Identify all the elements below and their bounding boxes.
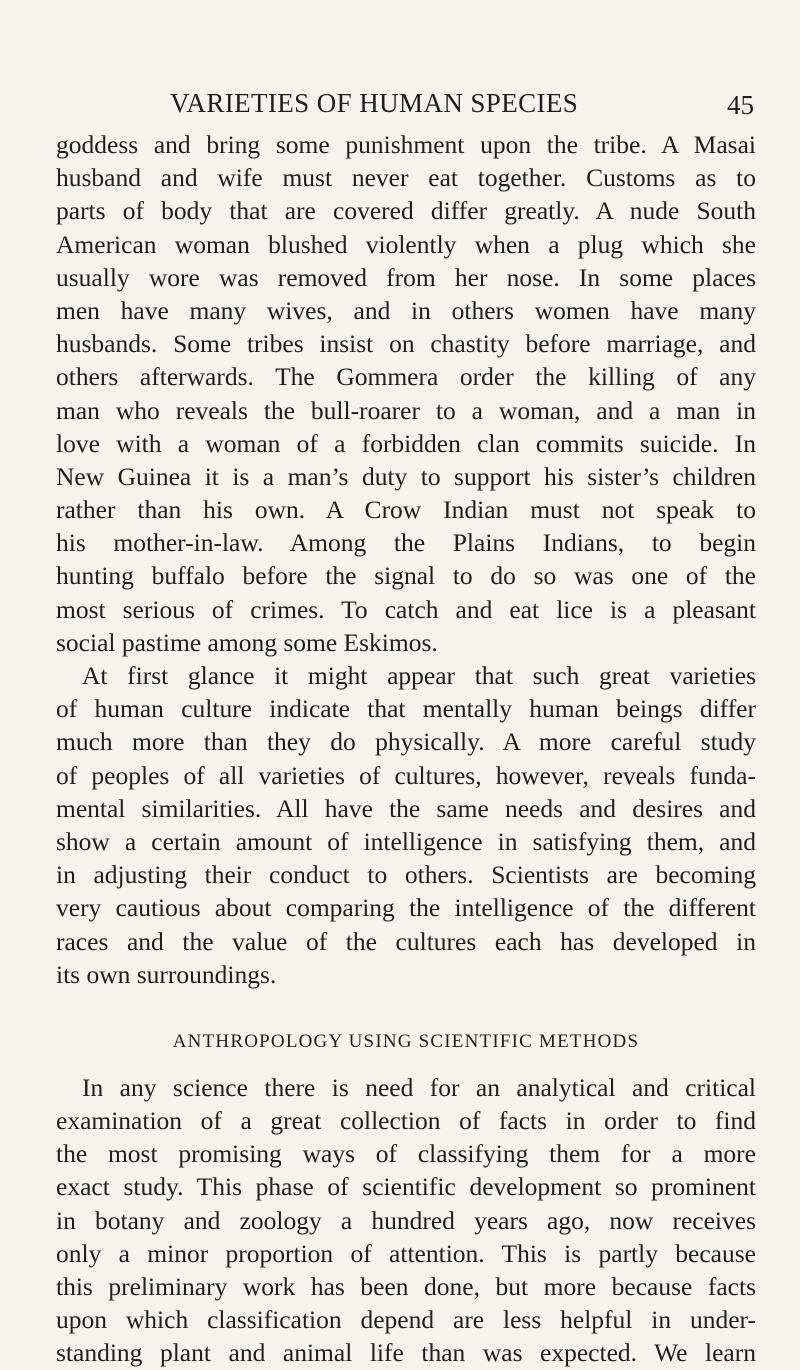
text-line: the most promising ways of classifying them for a more	[56, 1139, 756, 1169]
text-line: mental similarities. All have the same needs and desires and	[56, 793, 756, 823]
text-line: most serious of crimes. To catch and eat lice is a pleasant	[56, 594, 756, 624]
text-line: show a certain amount of intelligence in satisfying them, and	[56, 826, 756, 856]
text-line: his mother-in-law. Among the Plains Indians, to begin	[56, 528, 756, 558]
text-line: in adjusting their conduct to others. Scientists are becoming	[56, 860, 756, 890]
paragraph-2	[56, 659, 756, 991]
body-text	[56, 128, 756, 1370]
text-line: husbands. Some tribes insist on chastity before marriage, and	[56, 329, 756, 359]
text-line: very cautious about comparing the intelligence of the different	[56, 893, 756, 923]
text-line: man who reveals the bull-roarer to a woman, and a man in	[56, 395, 756, 425]
text-line: upon which classification depend are less helpful in under-	[56, 1305, 756, 1335]
text-line: husband and wife must never eat together. Customs as to	[56, 163, 756, 193]
text-line: exact study. This phase of scientific development so prominent	[56, 1172, 756, 1202]
text-line: At first glance it might appear that such great varieties	[82, 661, 756, 690]
text-line: love with a woman of a forbidden clan commits suicide. In	[56, 428, 756, 458]
paragraph-3	[56, 1071, 756, 1370]
text-line: examination of a great collection of facts in order to find	[56, 1106, 756, 1136]
text-line: standing plant and animal life than was expected. We learn	[56, 1338, 756, 1368]
text-line: much more than they do physically. A more careful study	[56, 727, 756, 757]
text-line: its own surroundings.	[56, 959, 277, 989]
section-heading: ANTHROPOLOGY USING SCIENTIFIC METHODS	[172, 1030, 640, 1052]
text-line: of peoples of all varieties of cultures, however, reveals funda-	[56, 760, 756, 790]
text-line: American woman blushed violently when a plug which she	[56, 229, 756, 259]
text-line: New Guinea it is a man’s duty to support his sister’s children	[56, 461, 756, 491]
paragraph-1	[56, 128, 756, 659]
text-line: this preliminary work has been done, but more because facts	[56, 1272, 756, 1301]
text-line: parts of body that are covered differ greatly. A nude South	[56, 196, 756, 226]
text-line: only a minor proportion of attention. This is partly because	[56, 1238, 756, 1268]
text-line: hunting buffalo before the signal to do so was one of the	[56, 561, 756, 591]
text-line: In any science there is need for an analytical and critical	[82, 1072, 756, 1102]
text-line: goddess and bring some punishment upon the tribe. A Masai	[56, 130, 756, 159]
text-line: men have many wives, and in others women have many	[56, 295, 756, 325]
text-line: social pastime among some Eskimos.	[56, 627, 438, 657]
text-line: of human culture indicate that mentally human beings differ	[56, 694, 756, 724]
text-line: others afterwards. The Gommera order the killing of any	[56, 362, 756, 392]
page-number: 45	[727, 90, 754, 120]
text-line: rather than his own. A Crow Indian must not speak to	[56, 495, 756, 525]
running-head-title: VARIETIES OF HUMAN SPECIES	[170, 88, 579, 118]
text-line: usually wore was removed from her nose. In some places	[56, 262, 756, 292]
text-line: races and the value of the cultures each has developed in	[56, 926, 756, 956]
text-line: in botany and zoology a hundred years ago, now receives	[56, 1205, 756, 1235]
